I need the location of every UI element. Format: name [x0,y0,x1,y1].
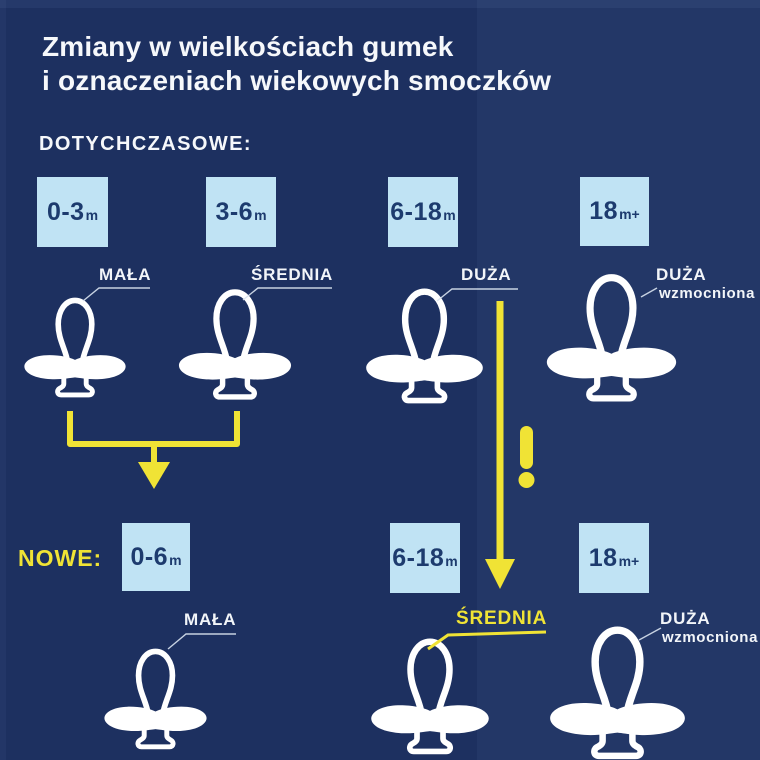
age-box-old-1 [37,177,108,247]
age-text [130,543,181,572]
size-label-old-mala: MAŁA [99,265,152,284]
age-text [390,198,456,227]
size-label-new-srednia: ŚREDNIA [456,608,548,629]
size-label-old-srednia: ŚREDNIA [251,265,334,284]
age-text [589,197,639,226]
pacifier-icon [540,267,683,410]
age-box-new-1 [122,523,190,591]
page-title-line1: Zmiany w wielkościach gumek [42,31,454,62]
age-box-new-3 [579,523,649,593]
age-text [589,544,639,573]
age-range: 6-18 [392,543,445,572]
age-text [215,198,266,227]
pacifier-icon [99,643,212,756]
age-range: 6-18 [390,197,443,226]
age-range: 18 [588,543,618,572]
pacifier-icon [365,632,495,760]
size-note-new-wzmocniona: wzmocniona [662,629,759,646]
age-box-old-3 [388,177,458,247]
background-shade-top [0,0,760,8]
age-box-old-4 [580,177,649,246]
down-arrow-icon [485,301,515,589]
exclamation-icon [519,426,535,488]
age-unit: m [85,206,99,223]
size-label-new-mala: MAŁA [184,610,237,629]
size-label-old-duza-wzm: DUŻA [656,265,707,284]
page-title-line2: i oznaczeniach wiekowych smoczków [42,65,552,96]
merge-arrow-icon [70,411,237,489]
size-label-new-duza: DUŻA [660,609,711,628]
age-range: 0-3 [46,197,85,226]
size-label-old-duza: DUŻA [461,265,512,284]
age-text [47,198,98,227]
pacifier-icon [19,292,131,404]
age-unit: m+ [619,206,640,222]
age-range: 3-6 [215,197,254,226]
page-title [42,30,551,98]
age-box-new-2 [390,523,460,593]
old-section-heading: DOTYCHCZASOWE: [39,133,252,155]
new-section-heading: NOWE: [18,545,103,571]
age-unit: m [254,206,267,223]
age-range: 0-6 [130,542,169,571]
pacifier-icon [360,282,489,411]
age-text [392,544,458,573]
age-unit: m [443,206,456,223]
age-unit: m [445,552,458,569]
size-note-old-wzmocniona: wzmocniona [659,285,756,302]
background-shade-left [0,0,6,760]
pacifier-icon [543,619,692,760]
age-unit: m+ [618,552,640,569]
pacifier-icon [173,283,297,407]
age-range: 18 [589,197,619,225]
age-box-old-2 [206,177,276,247]
age-unit: m [169,551,182,568]
